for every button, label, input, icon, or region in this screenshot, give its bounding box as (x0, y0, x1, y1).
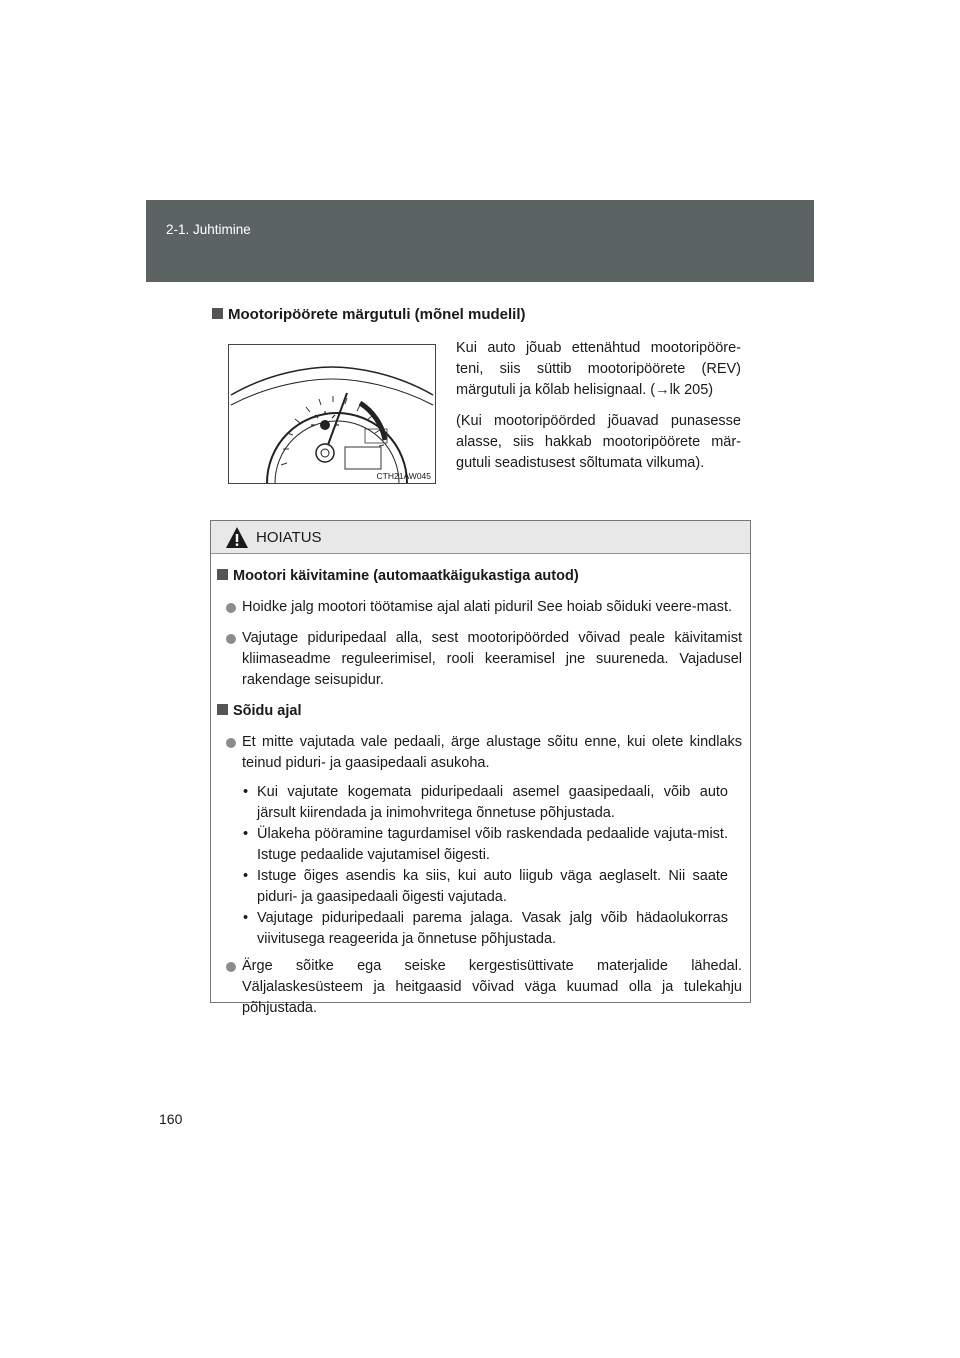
sub-item-1: • Kui vajutate kogemata piduripedaali asemel gaasipedaali, võib auto järsult kiirendada ja inimohvritega õnnetuse põhjustada. (243, 784, 728, 821)
tachometer-figure (228, 344, 436, 484)
square-bullet-icon (212, 308, 223, 319)
warning-heading-1-text: Mootori käivitamine (automaatkäigukastiga autod) (233, 568, 579, 584)
sub-item-1-text: Kui vajutate kogemata piduripedaali asemel gaasipedaali, võib auto järsult kiirendada ja inimohvritega õnnetuse põhjustada. (257, 784, 728, 821)
side-paragraph-1: Kui auto jõuab ettenähtud mootoripööre-teni, siis süttib mootoripöörete (REV) märgutuli ja kõlab helisignaal. (→lk 205) (456, 340, 741, 398)
sub-item-3-text: Istuge õiges asendis ka siis, kui auto liigub väga aeglaselt. Nii saate piduri- ja gaasipedaali õigesti vajutada. (257, 868, 728, 905)
sub-item-2-text: Ülakeha pööramine tagurdamisel võib raskendada pedaalide vajuta-mist. Istuge pedaalide vajutamisel õigesti. (257, 826, 728, 863)
sub-item-2: • Ülakeha pööramine tagurdamisel võib raskendada pedaalide vajuta-mist. Istuge pedaalide vajutamisel õigesti. (243, 826, 728, 863)
square-bullet-icon (217, 704, 228, 715)
round-bullet-icon (226, 634, 236, 644)
round-bullet-icon (226, 962, 236, 972)
warning-heading-2 (217, 701, 742, 722)
tachometer-gauge-icon (229, 345, 435, 483)
figure-code: CTH21AW045 (376, 471, 431, 481)
page-header (146, 200, 814, 282)
sub-item-3: • Istuge õiges asendis ka siis, kui auto liigub väga aeglaselt. Nii saate piduri- ja gaasipedaali õigesti vajutada. (243, 868, 728, 905)
round-bullet-icon (226, 738, 236, 748)
page-number: 160 (159, 1111, 183, 1127)
warning-item-4-text: Ärge sõitke ega seiske kergestisüttivate materjalide lähedal. Väljalaskesüsteem ja heitgaasid võivad väga kuumad olla ja tulekahju põhjustada. (242, 958, 742, 1016)
warning-item-1-text: Hoidke jalg mootori töötamise ajal alati piduril See hoiab sõiduki veere-mast. (242, 599, 733, 615)
warning-triangle-icon (225, 526, 249, 550)
warning-item-3 (217, 732, 742, 774)
warning-item-1 (217, 597, 742, 618)
warning-item-2-text: Vajutage piduripedaal alla, sest mootoripöörded võivad peale käivitamist kliimaseadme reguleerimisel, rooli keeramisel jne suureneda. Vajadusel rakendage seisupidur. (242, 630, 742, 688)
warning-item-2 (217, 628, 742, 691)
warning-item-3-text: Et mitte vajutada vale pedaali, ärge alustage sõitu enne, kui olete kindlaks teinud piduri- ja gaasipedaali asukoha. (242, 734, 742, 771)
warning-heading-1 (217, 566, 742, 587)
warning-sub-list (217, 782, 742, 950)
side-paragraph-2: (Kui mootoripöörded jõuavad punasesse alasse, siis hakkab mootoripöörete mär-gutuli seadistusest sõltumata vilkuma). (456, 413, 741, 471)
warning-header (211, 521, 750, 554)
warning-body (211, 554, 750, 1019)
section-title-text: Mootoripöörete märgutuli (mõnel mudelil) (228, 306, 526, 323)
square-bullet-icon (217, 569, 228, 580)
round-bullet-icon (226, 603, 236, 613)
warning-title: HOIATUS (256, 529, 322, 546)
section-label: 2-1. Juhtimine (166, 222, 251, 237)
warning-box (210, 520, 751, 1016)
warning-heading-2-text: Sõidu ajal (233, 703, 302, 719)
warning-item-4 (217, 956, 742, 1019)
sub-item-4-text: Vajutage piduripedaali parema jalaga. Vasak jalg võib hädaolukorras viivitusega reageerida ja õnnetuse põhjustada. (257, 910, 728, 947)
section-title (212, 306, 526, 323)
sub-item-4: • Vajutage piduripedaali parema jalaga. Vasak jalg võib hädaolukorras viivitusega reageerida ja õnnetuse põhjustada. (243, 910, 728, 947)
side-description (456, 338, 741, 484)
